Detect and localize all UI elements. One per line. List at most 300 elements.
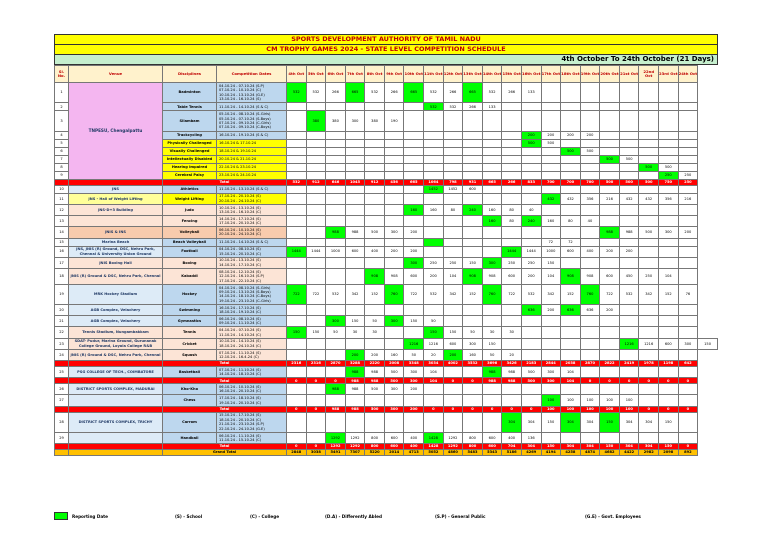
day-cell bbox=[384, 395, 404, 406]
day-cell bbox=[561, 139, 581, 147]
sl-cell: 18 bbox=[55, 268, 69, 284]
day-cell: 988 bbox=[345, 384, 365, 395]
day-cell: 150 bbox=[424, 327, 444, 338]
day-cell: 450 bbox=[619, 268, 639, 284]
day-cell bbox=[600, 238, 620, 246]
day-cell: 152 bbox=[463, 284, 483, 304]
sl-cell: 14 bbox=[55, 227, 69, 238]
day-cell bbox=[424, 395, 444, 406]
day-cell bbox=[658, 147, 678, 155]
day-cell bbox=[561, 227, 581, 238]
day-cell bbox=[404, 185, 424, 193]
col-day: 18th Oct bbox=[561, 66, 581, 83]
day-cell: 200 bbox=[404, 384, 424, 395]
total-cell: 1428 bbox=[424, 444, 444, 450]
discipline-cell: Visually Challenged bbox=[163, 147, 217, 155]
day-cell bbox=[639, 395, 659, 406]
dates-cell: 11.10.24 - 14.10.24 (S & C) bbox=[217, 103, 287, 111]
day-cell bbox=[306, 257, 326, 268]
col-day: 13th Oct bbox=[463, 66, 483, 83]
day-cell bbox=[502, 103, 522, 111]
total-cell: 4258 bbox=[561, 450, 581, 456]
day-cell bbox=[326, 103, 346, 111]
day-cell bbox=[580, 171, 600, 179]
total-cell: 2008 bbox=[384, 361, 404, 367]
day-cell bbox=[287, 103, 307, 111]
day-cell bbox=[384, 327, 404, 338]
total-cell: 500 bbox=[521, 378, 541, 384]
total-cell: 0 bbox=[600, 378, 620, 384]
col-day: 17th Oct bbox=[541, 66, 561, 83]
day-cell: 500 bbox=[639, 163, 659, 171]
day-cell bbox=[482, 111, 502, 131]
day-cell bbox=[463, 227, 483, 238]
day-cell: 136 bbox=[521, 432, 541, 443]
day-cell: 300 bbox=[541, 367, 561, 378]
day-cell bbox=[658, 83, 678, 103]
day-cell: 100 bbox=[580, 395, 600, 406]
day-cell bbox=[541, 83, 561, 103]
day-cell bbox=[521, 316, 541, 327]
day-cell bbox=[678, 238, 698, 246]
day-cell bbox=[561, 103, 581, 111]
day-cell: 133 bbox=[482, 103, 502, 111]
day-cell bbox=[619, 131, 639, 139]
discipline-cell: Football bbox=[163, 246, 217, 257]
day-cell: 1000 bbox=[326, 246, 346, 257]
total-cell: 0 bbox=[619, 378, 639, 384]
day-cell bbox=[541, 171, 561, 179]
day-cell bbox=[404, 238, 424, 246]
day-cell bbox=[463, 193, 483, 204]
day-cell bbox=[384, 131, 404, 139]
day-cell: 908 bbox=[580, 268, 600, 284]
venue-cell: SDAT- Pudur, Marina Ground, Gurunanak College Ground, Loyola College R&B bbox=[69, 338, 163, 349]
day-cell bbox=[600, 139, 620, 147]
day-cell bbox=[521, 103, 541, 111]
day-cell: 200 bbox=[404, 246, 424, 257]
venue-cell: AGB Complex, Velachery bbox=[69, 305, 163, 316]
total-cell: 646 bbox=[326, 179, 346, 185]
discipline-cell: Silambam bbox=[163, 111, 217, 131]
day-cell bbox=[326, 367, 346, 378]
discipline-cell: Fencing bbox=[163, 216, 217, 227]
day-cell bbox=[561, 384, 581, 395]
day-cell bbox=[287, 227, 307, 238]
discipline-cell: Cricket bbox=[163, 338, 217, 349]
day-cell bbox=[463, 163, 483, 171]
table-row bbox=[55, 338, 718, 349]
day-cell bbox=[365, 395, 385, 406]
day-cell bbox=[404, 155, 424, 163]
day-cell bbox=[306, 139, 326, 147]
day-cell bbox=[541, 147, 561, 155]
day-cell: 988 bbox=[326, 227, 346, 238]
day-cell bbox=[384, 103, 404, 111]
venue-cell: DISTRICT SPORTS COMPLEX, TRICHY bbox=[69, 412, 163, 432]
day-cell bbox=[287, 384, 307, 395]
day-cell bbox=[600, 384, 620, 395]
day-cell: 104 bbox=[443, 268, 463, 284]
total-cell: 0 bbox=[521, 406, 541, 412]
day-cell: 160 bbox=[541, 216, 561, 227]
day-cell bbox=[658, 139, 678, 147]
day-cell bbox=[306, 227, 326, 238]
day-cell: 266 bbox=[326, 83, 346, 103]
total-cell: 500 bbox=[619, 179, 639, 185]
day-cell bbox=[658, 103, 678, 111]
total-cell: 400 bbox=[404, 444, 424, 450]
day-cell bbox=[463, 305, 483, 316]
day-cell bbox=[463, 111, 483, 131]
table-row bbox=[55, 316, 718, 327]
total-cell: 931 bbox=[463, 179, 483, 185]
day-cell bbox=[619, 216, 639, 227]
day-cell bbox=[384, 204, 404, 215]
day-cell: 1428 bbox=[424, 432, 444, 443]
day-cell bbox=[443, 238, 463, 246]
day-cell: 400 bbox=[404, 432, 424, 443]
day-cell bbox=[678, 395, 698, 406]
day-cell: 432 bbox=[541, 193, 561, 204]
day-cell bbox=[345, 139, 365, 147]
schedule-table bbox=[54, 65, 718, 456]
total-cell: 642 bbox=[678, 361, 698, 367]
day-cell bbox=[502, 316, 522, 327]
day-cell bbox=[287, 338, 307, 349]
day-cell bbox=[424, 147, 444, 155]
day-cell: 988 bbox=[345, 367, 365, 378]
day-cell bbox=[580, 238, 600, 246]
sl-cell: 9 bbox=[55, 171, 69, 179]
col-day: 8th Oct bbox=[365, 66, 385, 83]
day-cell: 600 bbox=[404, 268, 424, 284]
day-cell bbox=[424, 163, 444, 171]
day-cell bbox=[443, 395, 463, 406]
day-cell: 30 bbox=[482, 327, 502, 338]
venue-cell: JNIS (R) Ground & DSC, Nehru Park, Chennai bbox=[69, 349, 163, 360]
day-cell: 216 bbox=[678, 193, 698, 204]
day-cell bbox=[580, 204, 600, 215]
day-cell bbox=[678, 316, 698, 327]
col-day: 14th Oct bbox=[482, 66, 502, 83]
day-cell bbox=[502, 147, 522, 155]
day-cell bbox=[443, 216, 463, 227]
dates-cell: 04.10.24 - 08.10.24 (S-Girls) 09.10.24 - 13.10.24 (S-Boys) 14.10.24 - 18.10.24 (C-Boys) 19.10.24 - 23.10.24 (C-Girls) bbox=[217, 284, 287, 304]
day-cell bbox=[619, 305, 639, 316]
day-cell: 200 bbox=[541, 131, 561, 139]
day-cell: 50 bbox=[365, 316, 385, 327]
day-cell: 304 bbox=[502, 412, 522, 432]
day-cell: 200 bbox=[424, 268, 444, 284]
total-cell: 798 bbox=[443, 179, 463, 185]
day-cell: 20 bbox=[424, 349, 444, 360]
day-cell: 160 bbox=[404, 204, 424, 215]
day-cell bbox=[326, 395, 346, 406]
col-day: 19th Oct bbox=[580, 66, 600, 83]
day-cell bbox=[345, 131, 365, 139]
day-cell: 532 bbox=[482, 83, 502, 103]
day-cell: 30 bbox=[345, 327, 365, 338]
day-cell bbox=[482, 171, 502, 179]
day-cell bbox=[482, 395, 502, 406]
day-cell bbox=[541, 327, 561, 338]
day-cell bbox=[463, 139, 483, 147]
day-cell bbox=[502, 139, 522, 147]
discipline-cell: Swimming bbox=[163, 305, 217, 316]
day-cell: 500 bbox=[619, 155, 639, 163]
day-cell bbox=[600, 216, 620, 227]
total-label: Total bbox=[163, 406, 287, 412]
day-cell: 80 bbox=[502, 204, 522, 215]
day-cell bbox=[639, 432, 659, 443]
sl-cell: 6 bbox=[55, 147, 69, 155]
day-cell: 200 bbox=[443, 349, 463, 360]
day-cell bbox=[482, 193, 502, 204]
day-cell bbox=[365, 147, 385, 155]
day-cell: 40 bbox=[521, 204, 541, 215]
dates-cell: 18.10.24 & 19.10.24 bbox=[217, 147, 287, 155]
day-cell bbox=[580, 432, 600, 443]
day-cell bbox=[639, 83, 659, 103]
dates-cell: 14.10.24 - 17.10.24 (S) 17.10.24 - 20.10.24 (C) bbox=[217, 216, 287, 227]
day-cell bbox=[365, 155, 385, 163]
total-cell: 300 bbox=[541, 378, 561, 384]
day-cell bbox=[639, 171, 659, 179]
day-cell bbox=[541, 349, 561, 360]
day-cell bbox=[404, 327, 424, 338]
total-cell: 300 bbox=[404, 378, 424, 384]
day-cell bbox=[639, 216, 659, 227]
day-cell bbox=[306, 384, 326, 395]
day-cell bbox=[678, 131, 698, 139]
day-cell: 532 bbox=[287, 83, 307, 103]
day-cell bbox=[424, 227, 444, 238]
day-cell: 30 bbox=[502, 327, 522, 338]
day-cell bbox=[326, 338, 346, 349]
day-cell bbox=[482, 227, 502, 238]
discipline-cell: Hockey bbox=[163, 284, 217, 304]
table-row bbox=[55, 327, 718, 338]
col-day: 21st Oct bbox=[619, 66, 639, 83]
day-cell bbox=[482, 155, 502, 163]
day-cell bbox=[619, 204, 639, 215]
schedule-title: CM TROPHY GAMES 2024 - STATE LEVEL COMPETITION SCHEDULE bbox=[54, 44, 718, 54]
day-cell bbox=[326, 171, 346, 179]
day-cell bbox=[580, 111, 600, 131]
sl-cell: 27 bbox=[55, 395, 69, 406]
discipline-cell: Carrom bbox=[163, 412, 217, 432]
total-cell: 704 bbox=[502, 444, 522, 450]
total-cell: 104 bbox=[424, 378, 444, 384]
col-day: 10th Oct bbox=[404, 66, 424, 83]
discipline-cell: Badminton bbox=[163, 83, 217, 103]
day-cell bbox=[502, 395, 522, 406]
day-cell: 200 bbox=[541, 305, 561, 316]
day-cell bbox=[580, 155, 600, 163]
day-cell bbox=[678, 163, 698, 171]
day-cell bbox=[658, 257, 678, 268]
total-cell: 1198 bbox=[658, 361, 678, 367]
day-cell bbox=[502, 155, 522, 163]
day-cell bbox=[326, 131, 346, 139]
day-cell bbox=[600, 316, 620, 327]
total-cell: 0 bbox=[424, 406, 444, 412]
day-cell bbox=[384, 338, 404, 349]
total-cell: 2870 bbox=[580, 361, 600, 367]
day-cell: 1452 bbox=[443, 185, 463, 193]
day-cell bbox=[678, 327, 698, 338]
discipline-cell: Kabaddi bbox=[163, 268, 217, 284]
day-cell: 20 bbox=[502, 349, 522, 360]
day-cell bbox=[600, 163, 620, 171]
day-cell bbox=[600, 367, 620, 378]
discipline-cell: Squash bbox=[163, 349, 217, 360]
day-cell bbox=[580, 163, 600, 171]
day-cell: 250 bbox=[678, 171, 698, 179]
day-cell: 1216 bbox=[639, 338, 659, 349]
total-cell: 5220 bbox=[365, 450, 385, 456]
day-cell: 722 bbox=[306, 284, 326, 304]
day-cell: 250 bbox=[443, 257, 463, 268]
day-cell: 150 bbox=[463, 257, 483, 268]
day-cell bbox=[326, 412, 346, 432]
dates-cell: 06.10.24 - 08.10.24 (S) 09.10.24 - 11.10.24 (C) bbox=[217, 316, 287, 327]
table-row bbox=[55, 238, 718, 246]
day-cell: 100 bbox=[600, 395, 620, 406]
day-cell: 200 bbox=[678, 227, 698, 238]
day-cell bbox=[443, 246, 463, 257]
dates-cell: 16.10.24 - 19.10.24 (S & C) bbox=[217, 131, 287, 139]
day-cell bbox=[345, 171, 365, 179]
day-cell bbox=[326, 139, 346, 147]
day-cell bbox=[424, 193, 444, 204]
day-cell bbox=[561, 185, 581, 193]
day-cell: 400 bbox=[502, 432, 522, 443]
day-cell bbox=[365, 171, 385, 179]
day-cell bbox=[678, 412, 698, 432]
day-cell bbox=[287, 111, 307, 131]
day-cell bbox=[521, 327, 541, 338]
total-cell: 988 bbox=[482, 378, 502, 384]
sl-cell: 22 bbox=[55, 327, 69, 338]
day-cell: 250 bbox=[639, 268, 659, 284]
day-cell: 356 bbox=[580, 193, 600, 204]
legend-reporting: Reporting Date bbox=[72, 514, 109, 519]
dates-cell: 07.10.24 - 11.10.24 (S) 12.10.24 - 16.4.24 (C) bbox=[217, 349, 287, 360]
day-cell: 908 bbox=[384, 268, 404, 284]
dates-cell: 06.10.24 - 11.10.24 (S) 11.10.24 - 15.10.24 (C) bbox=[217, 432, 287, 443]
day-cell bbox=[404, 131, 424, 139]
dates-cell: 10.10.24 - 13.10.24 (S) 14.10.24 - 17.10.24 (C) bbox=[217, 257, 287, 268]
day-cell bbox=[306, 185, 326, 193]
day-cell bbox=[306, 147, 326, 155]
day-cell: 300 bbox=[384, 227, 404, 238]
table-row bbox=[55, 204, 718, 215]
day-cell bbox=[424, 171, 444, 179]
total-cell: 700 bbox=[561, 179, 581, 185]
legend-school: (S) - School bbox=[175, 514, 203, 519]
day-cell: 500 bbox=[600, 155, 620, 163]
table-row bbox=[55, 227, 718, 238]
day-cell bbox=[502, 111, 522, 131]
table-row bbox=[55, 349, 718, 360]
total-cell: 250 bbox=[678, 179, 698, 185]
day-cell bbox=[287, 238, 307, 246]
day-cell: 600 bbox=[561, 246, 581, 257]
total-cell: 0 bbox=[658, 378, 678, 384]
day-cell: 500 bbox=[639, 227, 659, 238]
day-cell bbox=[678, 216, 698, 227]
day-cell: 240 bbox=[463, 204, 483, 215]
day-cell bbox=[658, 238, 678, 246]
dates-cell: 23.10.24 & 24.10.24 bbox=[217, 171, 287, 179]
day-cell bbox=[678, 103, 698, 111]
header-row bbox=[55, 66, 718, 83]
dates-cell: 22.10.24 & 23.10.24 bbox=[217, 163, 287, 171]
discipline-cell: Trackcycling bbox=[163, 131, 217, 139]
dates-cell: 10.10.24 - 13.10.24 (S) 13.10.24 - 16.10.24 (C) bbox=[217, 204, 287, 215]
table-row bbox=[55, 246, 718, 257]
venue-cell bbox=[69, 395, 163, 406]
day-cell bbox=[287, 395, 307, 406]
day-cell bbox=[639, 384, 659, 395]
day-cell bbox=[345, 193, 365, 204]
period-banner: 4th October To 24th October (21 Days) bbox=[54, 54, 718, 65]
day-cell bbox=[521, 185, 541, 193]
day-cell bbox=[443, 193, 463, 204]
day-cell bbox=[482, 305, 502, 316]
day-cell: 104 bbox=[561, 367, 581, 378]
day-cell bbox=[639, 257, 659, 268]
total-label: Total bbox=[163, 378, 287, 384]
total-cell: 0 bbox=[287, 406, 307, 412]
day-cell: 300 bbox=[326, 316, 346, 327]
day-cell bbox=[365, 103, 385, 111]
day-cell: 636 bbox=[580, 305, 600, 316]
table-row bbox=[55, 257, 718, 268]
day-cell bbox=[384, 193, 404, 204]
day-cell bbox=[619, 238, 639, 246]
day-cell: 500 bbox=[561, 147, 581, 155]
day-cell bbox=[580, 367, 600, 378]
day-cell bbox=[463, 155, 483, 163]
day-cell bbox=[365, 131, 385, 139]
day-cell bbox=[384, 147, 404, 155]
total-label: Grand Total bbox=[163, 450, 287, 456]
day-cell bbox=[326, 216, 346, 227]
day-cell bbox=[365, 193, 385, 204]
day-cell bbox=[600, 147, 620, 155]
day-cell bbox=[561, 327, 581, 338]
day-cell: 300 bbox=[463, 338, 483, 349]
day-cell bbox=[404, 139, 424, 147]
day-cell bbox=[482, 163, 502, 171]
day-cell: 150 bbox=[541, 412, 561, 432]
day-cell bbox=[365, 185, 385, 193]
day-cell bbox=[463, 216, 483, 227]
day-cell: 104 bbox=[424, 367, 444, 378]
day-cell: 304 bbox=[561, 412, 581, 432]
day-cell bbox=[580, 349, 600, 360]
day-cell bbox=[658, 305, 678, 316]
day-cell: 304 bbox=[521, 412, 541, 432]
day-cell bbox=[287, 257, 307, 268]
day-cell bbox=[619, 257, 639, 268]
day-cell: 150 bbox=[698, 338, 718, 349]
total-cell: 7307 bbox=[345, 450, 365, 456]
day-cell bbox=[619, 103, 639, 111]
